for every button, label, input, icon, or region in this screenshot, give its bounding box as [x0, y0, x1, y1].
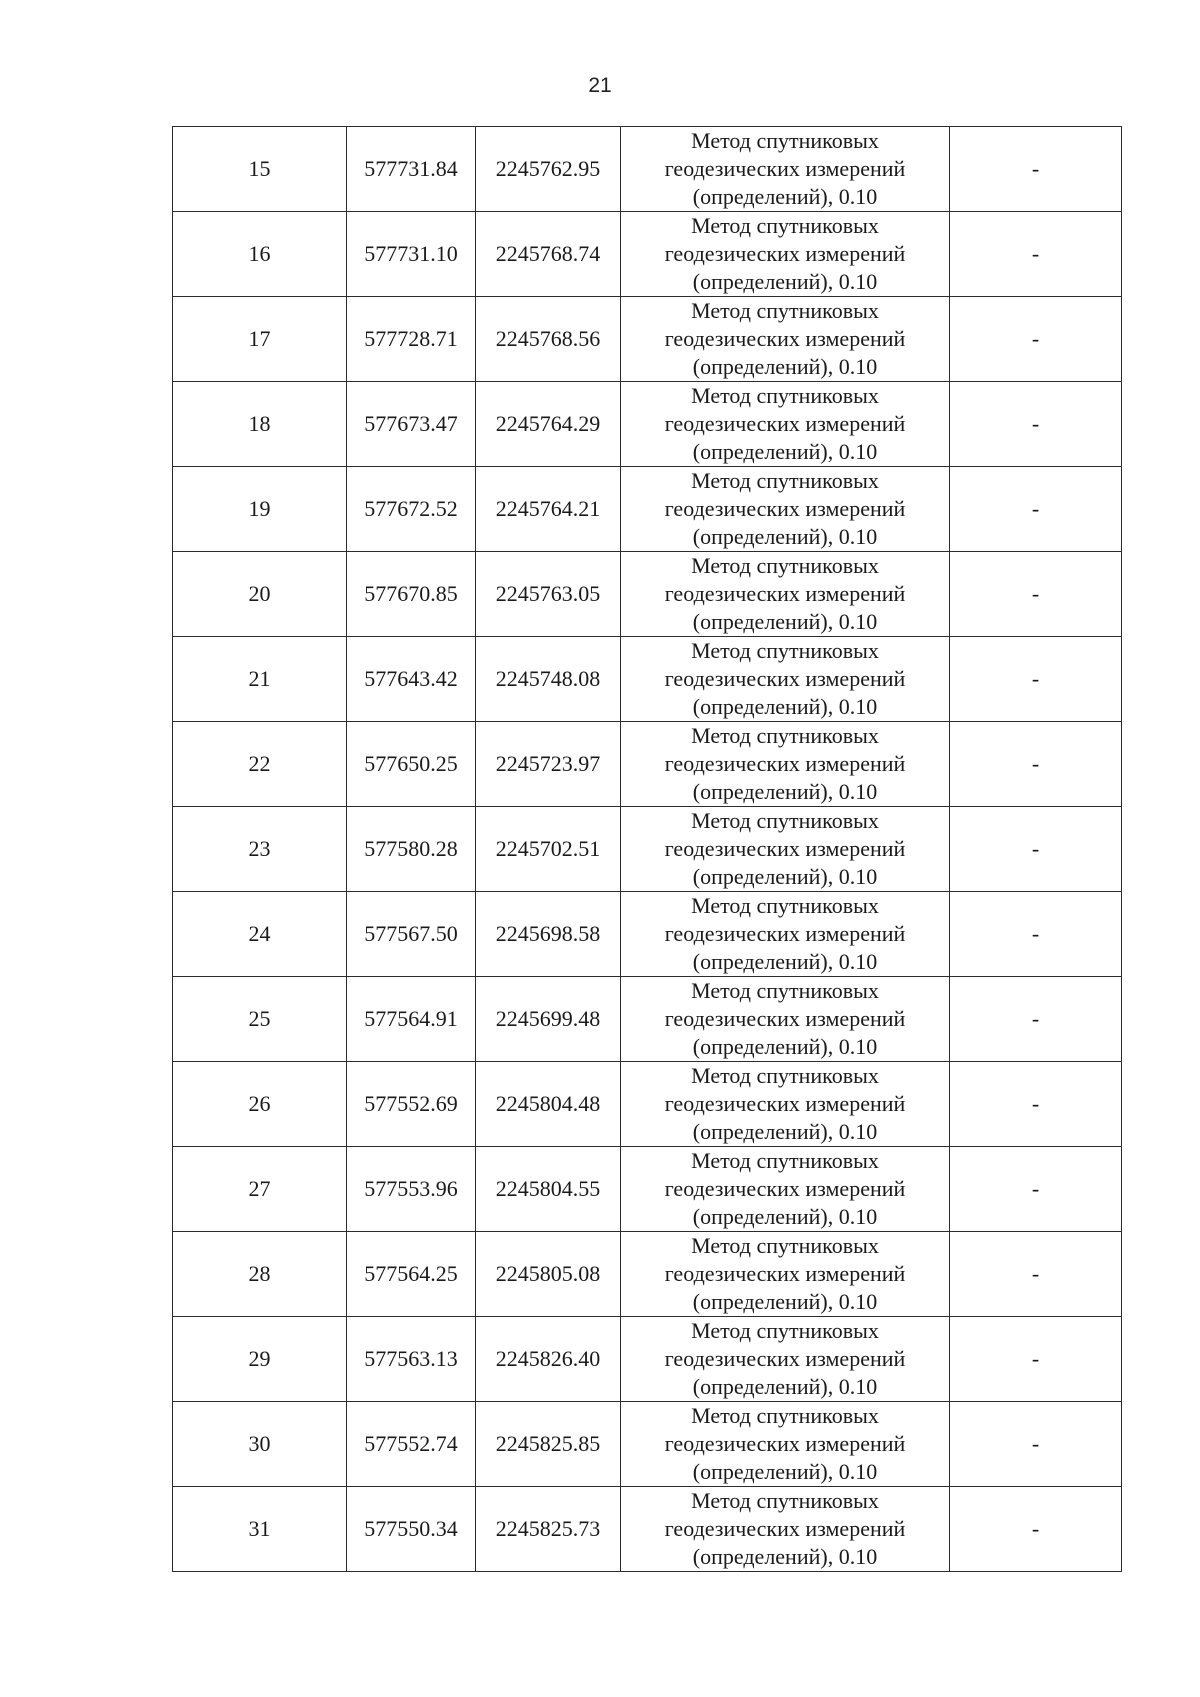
description-cell: - — [950, 382, 1122, 467]
method-text-line: (определений), 0.10 — [692, 1289, 878, 1314]
coord-x-cell: 577731.84 — [347, 127, 476, 212]
coord-y-cell: 2245826.40 — [476, 1317, 621, 1402]
description-cell: - — [950, 297, 1122, 382]
coord-x-cell: 577552.69 — [347, 1062, 476, 1147]
coord-y-cell: 2245699.48 — [476, 977, 621, 1062]
method-cell — [621, 977, 950, 1062]
method-text-line: (определений), 0.10 — [692, 184, 878, 209]
table-row — [173, 552, 1122, 637]
method-text-line: геодезических измерений — [664, 1261, 906, 1286]
method-cell — [621, 807, 950, 892]
coord-x-cell: 577553.96 — [347, 1147, 476, 1232]
method-cell — [621, 1317, 950, 1402]
method-text-line: Метод спутниковых — [691, 638, 879, 663]
table-row — [173, 1487, 1122, 1572]
table-row — [173, 637, 1122, 722]
coord-y-cell: 2245825.73 — [476, 1487, 621, 1572]
method-text-line: (определений), 0.10 — [692, 949, 878, 974]
method-text-line: Метод спутниковых — [691, 213, 879, 238]
method-text-line: геодезических измерений — [664, 836, 906, 861]
coord-y-cell: 2245702.51 — [476, 807, 621, 892]
coord-y-cell: 2245804.48 — [476, 1062, 621, 1147]
table-row — [173, 977, 1122, 1062]
point-number-cell: 17 — [173, 297, 347, 382]
coordinates-table — [172, 126, 1122, 1572]
coord-y-cell: 2245768.74 — [476, 212, 621, 297]
method-text-line: геодезических измерений — [664, 1176, 906, 1201]
table-row — [173, 1402, 1122, 1487]
coord-y-cell: 2245764.29 — [476, 382, 621, 467]
coord-y-cell: 2245698.58 — [476, 892, 621, 977]
method-text-line: геодезических измерений — [664, 1516, 906, 1541]
method-cell — [621, 637, 950, 722]
method-text-line: геодезических измерений — [664, 496, 906, 521]
coord-x-cell: 577580.28 — [347, 807, 476, 892]
description-cell: - — [950, 1402, 1122, 1487]
point-number-cell: 23 — [173, 807, 347, 892]
method-text-line: геодезических измерений — [664, 326, 906, 351]
method-cell — [621, 467, 950, 552]
method-text-line: (определений), 0.10 — [692, 609, 878, 634]
method-text-line: Метод спутниковых — [691, 1488, 879, 1513]
coord-y-cell: 2245723.97 — [476, 722, 621, 807]
method-text-line: Метод спутниковых — [691, 468, 879, 493]
method-text-line: (определений), 0.10 — [692, 354, 878, 379]
method-cell — [621, 1402, 950, 1487]
method-cell — [621, 1487, 950, 1572]
method-text-line: геодезических измерений — [664, 241, 906, 266]
point-number-cell: 29 — [173, 1317, 347, 1402]
method-text-line: Метод спутниковых — [691, 1148, 879, 1173]
method-cell — [621, 892, 950, 977]
method-text-line: (определений), 0.10 — [692, 694, 878, 719]
method-text-line: (определений), 0.10 — [692, 269, 878, 294]
coord-x-cell: 577563.13 — [347, 1317, 476, 1402]
coord-x-cell: 577564.25 — [347, 1232, 476, 1317]
description-cell: - — [950, 1062, 1122, 1147]
method-cell — [621, 212, 950, 297]
point-number-cell: 21 — [173, 637, 347, 722]
method-text-line: (определений), 0.10 — [692, 1459, 878, 1484]
method-text-line: Метод спутниковых — [691, 383, 879, 408]
method-text-line: геодезических измерений — [664, 1346, 906, 1371]
description-cell: - — [950, 1147, 1122, 1232]
method-cell — [621, 1062, 950, 1147]
method-text-line: (определений), 0.10 — [692, 524, 878, 549]
method-cell — [621, 722, 950, 807]
coord-x-cell: 577567.50 — [347, 892, 476, 977]
method-cell — [621, 1232, 950, 1317]
table-row — [173, 807, 1122, 892]
method-text-line: Метод спутниковых — [691, 1063, 879, 1088]
description-cell: - — [950, 807, 1122, 892]
method-text-line: (определений), 0.10 — [692, 1544, 878, 1569]
method-text-line: (определений), 0.10 — [692, 1374, 878, 1399]
description-cell: - — [950, 467, 1122, 552]
method-text-line: геодезических измерений — [664, 1006, 906, 1031]
page-number: 21 — [588, 74, 612, 97]
method-cell — [621, 552, 950, 637]
method-text-line: геодезических измерений — [664, 1091, 906, 1116]
coord-x-cell: 577643.42 — [347, 637, 476, 722]
table-row — [173, 297, 1122, 382]
description-cell: - — [950, 127, 1122, 212]
point-number-cell: 16 — [173, 212, 347, 297]
method-text-line: геодезических измерений — [664, 581, 906, 606]
method-text-line: Метод спутниковых — [691, 553, 879, 578]
coord-y-cell: 2245768.56 — [476, 297, 621, 382]
point-number-cell: 31 — [173, 1487, 347, 1572]
coord-x-cell: 577564.91 — [347, 977, 476, 1062]
method-text-line: Метод спутниковых — [691, 723, 879, 748]
coord-x-cell: 577670.85 — [347, 552, 476, 637]
method-text-line: Метод спутниковых — [691, 1318, 879, 1343]
point-number-cell: 20 — [173, 552, 347, 637]
point-number-cell: 24 — [173, 892, 347, 977]
method-text-line: (определений), 0.10 — [692, 439, 878, 464]
coord-x-cell: 577728.71 — [347, 297, 476, 382]
method-text-line: геодезических измерений — [664, 156, 906, 181]
method-text-line: Метод спутниковых — [691, 1233, 879, 1258]
method-text-line: (определений), 0.10 — [692, 779, 878, 804]
coord-x-cell: 577731.10 — [347, 212, 476, 297]
point-number-cell: 19 — [173, 467, 347, 552]
coord-x-cell: 577552.74 — [347, 1402, 476, 1487]
description-cell: - — [950, 1487, 1122, 1572]
description-cell: - — [950, 212, 1122, 297]
point-number-cell: 22 — [173, 722, 347, 807]
description-cell: - — [950, 552, 1122, 637]
coord-y-cell: 2245763.05 — [476, 552, 621, 637]
point-number-cell: 18 — [173, 382, 347, 467]
description-cell: - — [950, 977, 1122, 1062]
point-number-cell: 15 — [173, 127, 347, 212]
method-text-line: Метод спутниковых — [691, 808, 879, 833]
table-row — [173, 382, 1122, 467]
method-text-line: Метод спутниковых — [691, 978, 879, 1003]
method-text-line: Метод спутниковых — [691, 893, 879, 918]
method-text-line: геодезических измерений — [664, 1431, 906, 1456]
point-number-cell: 28 — [173, 1232, 347, 1317]
point-number-cell: 25 — [173, 977, 347, 1062]
coord-y-cell: 2245805.08 — [476, 1232, 621, 1317]
coord-x-cell: 577672.52 — [347, 467, 476, 552]
coord-y-cell: 2245804.55 — [476, 1147, 621, 1232]
coord-y-cell: 2245762.95 — [476, 127, 621, 212]
method-text-line: Метод спутниковых — [691, 298, 879, 323]
coord-x-cell: 577650.25 — [347, 722, 476, 807]
method-cell — [621, 1147, 950, 1232]
table-row — [173, 212, 1122, 297]
method-cell — [621, 127, 950, 212]
method-text-line: геодезических измерений — [664, 921, 906, 946]
method-text-line: геодезических измерений — [664, 751, 906, 776]
point-number-cell: 27 — [173, 1147, 347, 1232]
method-text-line: (определений), 0.10 — [692, 1119, 878, 1144]
description-cell: - — [950, 637, 1122, 722]
method-text-line: (определений), 0.10 — [692, 864, 878, 889]
coord-y-cell: 2245825.85 — [476, 1402, 621, 1487]
table-row — [173, 1232, 1122, 1317]
method-text-line: Метод спутниковых — [691, 128, 879, 153]
table-row — [173, 1147, 1122, 1232]
point-number-cell: 26 — [173, 1062, 347, 1147]
description-cell: - — [950, 1232, 1122, 1317]
coord-y-cell: 2245748.08 — [476, 637, 621, 722]
method-text-line: (определений), 0.10 — [692, 1204, 878, 1229]
coord-x-cell: 577550.34 — [347, 1487, 476, 1572]
point-number-cell: 30 — [173, 1402, 347, 1487]
description-cell: - — [950, 1317, 1122, 1402]
table-row — [173, 892, 1122, 977]
table-row — [173, 467, 1122, 552]
method-text-line: геодезических измерений — [664, 411, 906, 436]
table-row — [173, 1062, 1122, 1147]
method-text-line: геодезических измерений — [664, 666, 906, 691]
method-cell — [621, 382, 950, 467]
coordinates-table-body — [173, 127, 1122, 1572]
method-text-line: (определений), 0.10 — [692, 1034, 878, 1059]
coord-x-cell: 577673.47 — [347, 382, 476, 467]
description-cell: - — [950, 722, 1122, 807]
method-text-line: Метод спутниковых — [691, 1403, 879, 1428]
table-row — [173, 722, 1122, 807]
description-cell: - — [950, 892, 1122, 977]
table-row — [173, 1317, 1122, 1402]
coord-y-cell: 2245764.21 — [476, 467, 621, 552]
method-cell — [621, 297, 950, 382]
table-row — [173, 127, 1122, 212]
